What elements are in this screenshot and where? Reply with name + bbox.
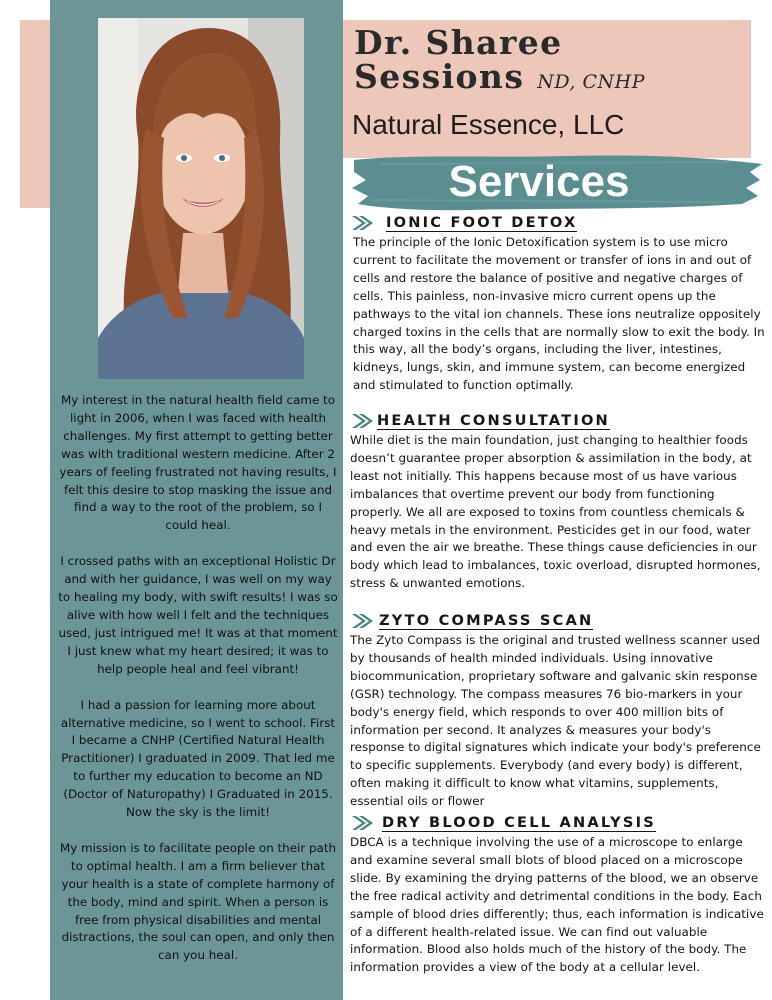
bio-paragraph: My mission is to facilitate people on their path to optimal health. I am a firm believer that your health is a state of complete harmony of the body, mind and spirit. When a person is free from physical disabilities and mental distractions, the soul can open, and only then can you heal. bbox=[59, 840, 337, 963]
chevron-right-icon bbox=[350, 214, 376, 232]
service-title: ZYTO COMPASS SCAN bbox=[379, 612, 594, 629]
service-zyto-compass-scan bbox=[350, 610, 766, 811]
chevron-right-icon bbox=[350, 814, 376, 832]
pink-accent-left bbox=[20, 20, 50, 208]
service-heading-row bbox=[350, 610, 766, 632]
service-ionic-foot-detox bbox=[350, 212, 766, 395]
company-name: Natural Essence, LLC bbox=[352, 109, 625, 140]
chevron-right-icon bbox=[350, 412, 376, 430]
service-heading-row bbox=[350, 812, 766, 834]
service-heading-row bbox=[350, 212, 766, 234]
service-health-consultation bbox=[350, 410, 766, 593]
services-title: Services bbox=[448, 157, 630, 206]
service-title: HEALTH CONSULTATION bbox=[377, 412, 610, 429]
service-description: The Zyto Compass is the original and trusted wellness scanner used by thousands of health minded individuals. Using innovative biocommunication, proprietary software and galvanic skin response (GSR) technology. The compass measures 76 bio-markers in your body's energy field, which responds to over 400 million bits of information per second. It analyzes & measures your body's response to digital signatures which indicate your body's preference to specific supplements. Everybody (and every body) is different, often making it difficult to know what vitamins, supplements, essential oils or flower bbox=[350, 633, 761, 809]
service-heading-row bbox=[350, 410, 766, 432]
service-title: IONIC FOOT DETOX bbox=[386, 214, 578, 231]
doctor-name bbox=[354, 23, 645, 99]
service-description: The principle of the Ionic Detoxification system is to use micro current to facilitate the movement or transfer of ions in and out of cells and restore the balance of positive and negative charges of cells. This painless, non-invasive micro current opens up the pathways to the vital ion channels. These ions neutralize oppositely charged toxins in the cells that are normally slow to exit the body. In this way, all the body’s organs, including the liver, intestines, kidneys, lungs, skin, and immune system, can become energized and stimulated to function optimally. bbox=[353, 235, 765, 393]
portrait-illustration bbox=[98, 18, 304, 379]
chevron-right-icon bbox=[350, 612, 376, 630]
service-title: DRY BLOOD CELL ANALYSIS bbox=[382, 814, 656, 831]
service-description: While diet is the main foundation, just changing to healthier foods doesn’t guarantee proper absorption & assimilation in the body, at least not initially. This happens because most of us have various imbalances that overtime prevent our body from functioning properly. We all are exposed to toxins from countless chemicals & heavy metals in the environment. Pesticides get in our food, water and even the air we breathe. These things cause deficiencies in our body which lead to imbalances, toxic overload, disrupted hormones, stress & unwanted emotions. bbox=[350, 433, 761, 591]
portrait-photo bbox=[98, 18, 304, 379]
bio-text bbox=[58, 392, 338, 983]
service-dry-blood-cell-analysis bbox=[350, 812, 766, 977]
bio-paragraph: I had a passion for learning more about alternative medicine, so I went to school. First I became a CNHP (Certified Natural Health Practitioner) I graduated in 2009. That led me to further my education to become an ND (Doctor of Naturopathy) I Graduated in 2015. Now the sky is the limit! bbox=[60, 697, 336, 820]
last-name-line bbox=[354, 57, 645, 99]
bio-paragraph: I crossed paths with an exceptional Holistic Dr and with her guidance, I was well on my way to healing my body, with swift results! I was so alive with how well I felt and the techniques used, just intrigued me! It was at that moment I just knew what my heart desired; it was to help people heal and feel vibrant! bbox=[58, 554, 338, 676]
first-name: Dr. Sharee bbox=[354, 23, 563, 62]
bio-paragraph: My interest in the natural health field came to light in 2006, when I was faced with health challenges. My first attempt to getting better was with traditional western medicine. After 2 years of feeling frustrated not having results, I felt this desire to stop masking the issue and find a way to the root of the problem, so I could heal. bbox=[59, 393, 337, 533]
service-description: DBCA is a technique involving the use of a microscope to enlarge and examine several small blots of blood placed on a microscope slide. By examining the drying patterns of the blood, we an observe the free radical activity and detrimental conditions in the body. Each sample of blood dries differently; thus, each information is indicative of a different health-related issue. We can find out valuable information. Blood also holds much of the history of the body. The information provides a view of the body at a cellular level. bbox=[350, 835, 764, 975]
last-name: Sessions bbox=[354, 57, 525, 96]
credentials: ND, CNHP bbox=[537, 71, 645, 93]
